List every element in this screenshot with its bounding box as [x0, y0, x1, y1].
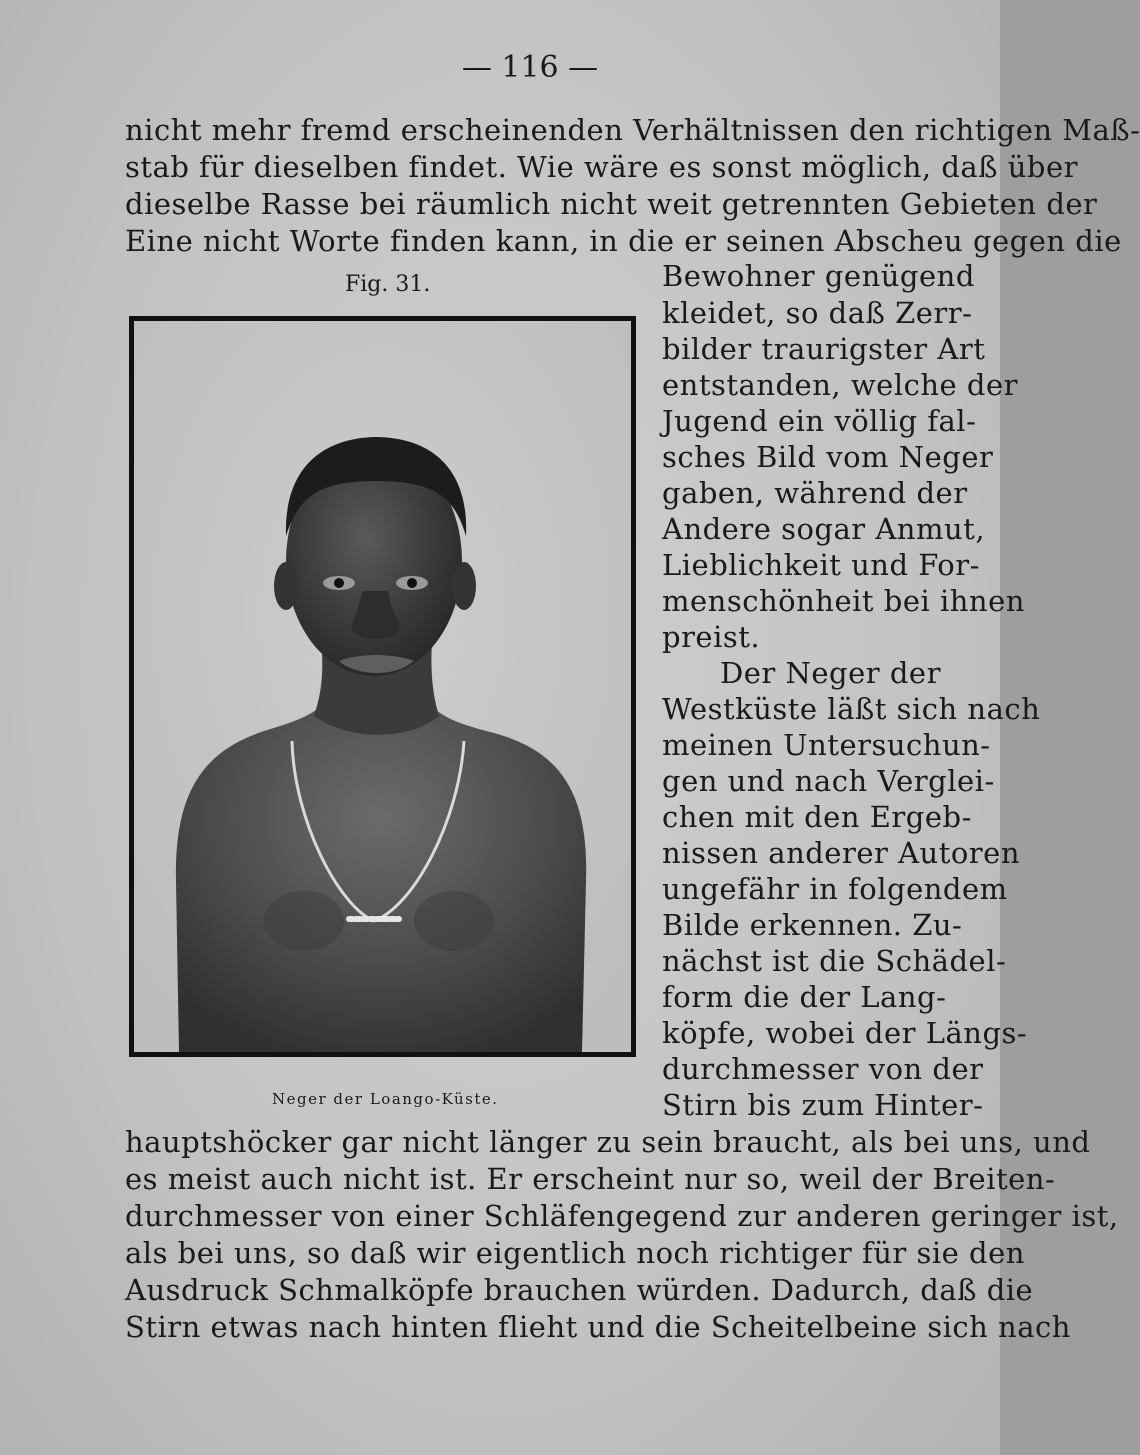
- text-line: Der Neger der: [720, 656, 941, 690]
- figure-caption: Neger der Loango-Küste.: [272, 1090, 499, 1108]
- text-line: durchmesser von einer Schläfengegend zur anderen geringer ist,: [125, 1199, 1119, 1233]
- text-line: sches Bild vom Neger: [662, 440, 994, 474]
- text-line: kleidet, so daß Zerr-: [662, 296, 973, 330]
- text-line: Bewohner genügend: [662, 259, 975, 293]
- text-line: gen und nach Verglei-: [662, 764, 995, 798]
- text-line: entstanden, welche der: [662, 368, 1018, 402]
- figure-label: Fig. 31.: [345, 272, 431, 297]
- text-line: Jugend ein völlig fal-: [662, 404, 977, 438]
- text-line: Bilde erkennen. Zu-: [662, 908, 963, 942]
- text-line: Stirn etwas nach hinten flieht und die Scheitelbeine sich nach: [125, 1310, 1071, 1344]
- text-line: Eine nicht Worte finden kann, in die er seinen Abscheu gegen die: [125, 224, 1122, 258]
- text-line: nicht mehr fremd erscheinenden Verhältnissen den richtigen Maß-: [125, 113, 1140, 147]
- text-line: Stirn bis zum Hinter-: [662, 1088, 984, 1122]
- text-line: meinen Untersuchun-: [662, 728, 991, 762]
- text-line: hauptshöcker gar nicht länger zu sein braucht, als bei uns, und: [125, 1125, 1091, 1159]
- text-line: Andere sogar Anmut,: [662, 512, 986, 546]
- text-line: preist.: [662, 620, 761, 654]
- text-line: form die der Lang-: [662, 980, 947, 1014]
- text-line: chen mit den Ergeb-: [662, 800, 972, 834]
- text-line: Ausdruck Schmalköpfe brauchen würden. Dadurch, daß die: [125, 1273, 1034, 1307]
- text-line: als bei uns, so daß wir eigentlich noch richtiger für sie den: [125, 1236, 1025, 1270]
- text-line: ungefähr in folgendem: [662, 872, 1008, 906]
- text-line: bilder traurigster Art: [662, 332, 986, 366]
- text-line: nissen anderer Autoren: [662, 836, 1021, 870]
- portrait-photo: [129, 316, 636, 1057]
- page-number: — 116 —: [461, 50, 599, 85]
- text-line: stab für dieselben findet. Wie wäre es sonst möglich, daß über: [125, 150, 1079, 184]
- text-line: köpfe, wobei der Längs-: [662, 1016, 1028, 1050]
- text-line: menschönheit bei ihnen: [662, 584, 1025, 618]
- portrait-illustration: [134, 321, 631, 1052]
- text-line: nächst ist die Schädel-: [662, 944, 1007, 978]
- text-line: Lieblichkeit und For-: [662, 548, 980, 582]
- text-line: Westküste läßt sich nach: [662, 692, 1041, 726]
- text-line: durchmesser von der: [662, 1052, 984, 1086]
- text-line: gaben, während der: [662, 476, 968, 510]
- text-line: dieselbe Rasse bei räumlich nicht weit getrennten Gebieten der: [125, 187, 1098, 221]
- text-line: es meist auch nicht ist. Er erscheint nur so, weil der Breiten-: [125, 1162, 1056, 1196]
